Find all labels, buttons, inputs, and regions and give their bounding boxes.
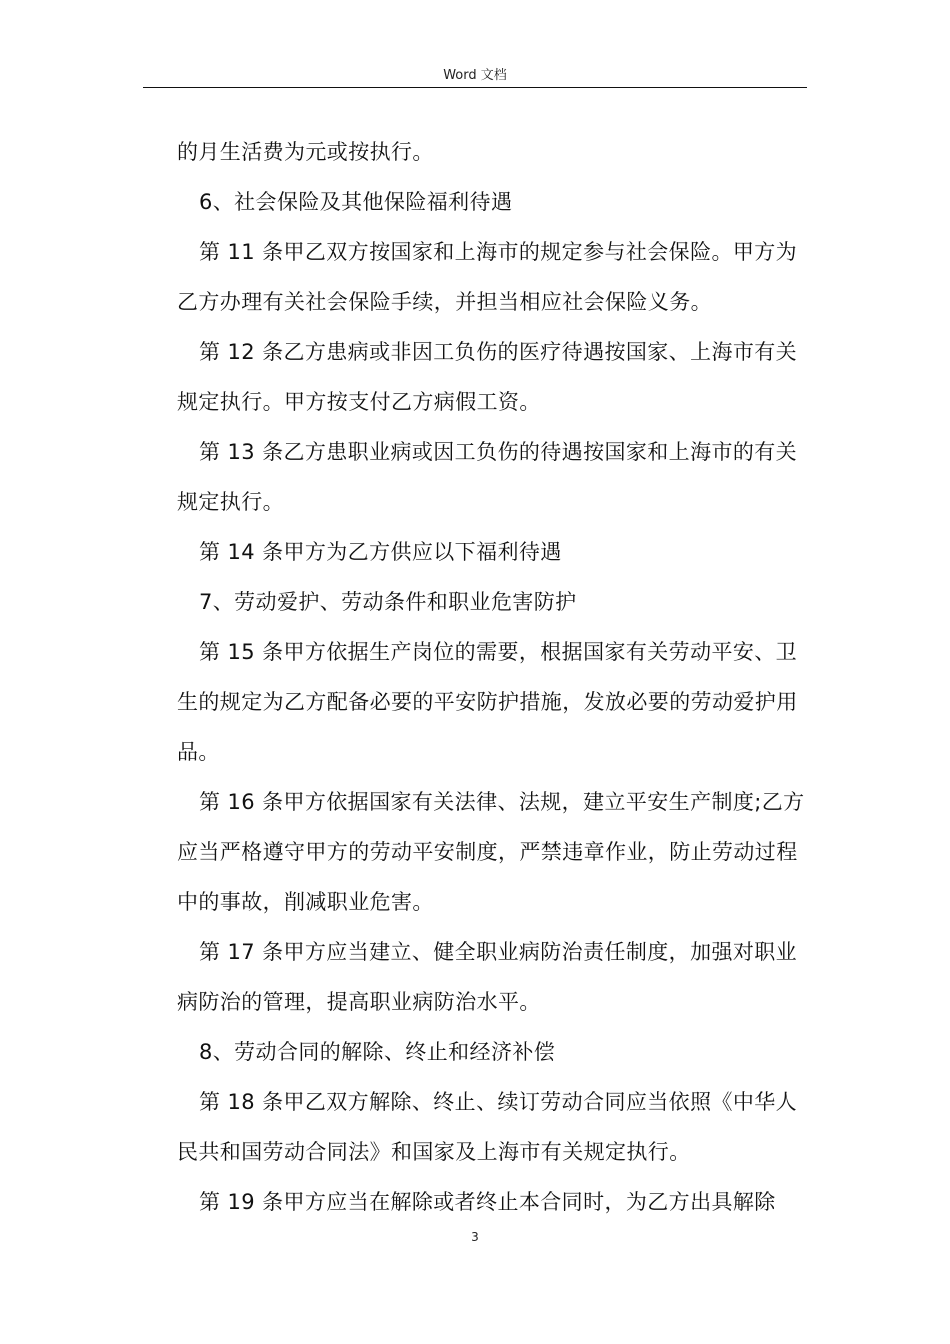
section-heading-7: 7、劳动爱护、劳动条件和职业危害防护	[199, 590, 577, 614]
header-divider	[143, 87, 807, 88]
document-body	[177, 127, 807, 1227]
article-13: 第 13 条乙方患职业病或因工负伤的待遇按国家和上海市的有关规定执行。	[177, 440, 798, 514]
article-19: 第 19 条甲方应当在解除或者终止本合同时，为乙方出具解除	[199, 1190, 776, 1214]
article-15: 第 15 条甲方依据生产岗位的需要，根据国家有关劳动平安、卫生的规定为乙方配备必要的平安防护措施，发放必要的劳动爱护用品。	[177, 640, 798, 764]
paragraph-continuation: 的月生活费为元或按执行。	[177, 140, 434, 164]
page-header-title: Word 文档	[443, 68, 507, 83]
section-heading-8: 8、劳动合同的解除、终止和经济补偿	[199, 1040, 556, 1064]
page-number: 3	[471, 1230, 479, 1244]
article-14: 第 14 条甲方为乙方供应以下福利待遇	[199, 540, 562, 564]
article-11: 第 11 条甲乙双方按国家和上海市的规定参与社会保险。甲方为乙方办理有关社会保险手续，并担当相应社会保险义务。	[177, 240, 798, 314]
article-12: 第 12 条乙方患病或非因工负伤的医疗待遇按国家、上海市有关规定执行。甲方按支付乙方病假工资。	[177, 340, 798, 414]
article-17: 第 17 条甲方应当建立、健全职业病防治责任制度，加强对职业病防治的管理，提高职业病防治水平。	[177, 940, 798, 1014]
section-heading-6: 6、社会保险及其他保险福利待遇	[199, 190, 513, 214]
article-16: 第 16 条甲方依据国家有关法律、法规，建立平安生产制度;乙方应当严格遵守甲方的劳动平安制度，严禁违章作业，防止劳动过程中的事故，削减职业危害。	[177, 790, 805, 914]
article-18: 第 18 条甲乙双方解除、终止、续订劳动合同应当依照《中华人民共和国劳动合同法》和国家及上海市有关规定执行。	[177, 1090, 798, 1164]
